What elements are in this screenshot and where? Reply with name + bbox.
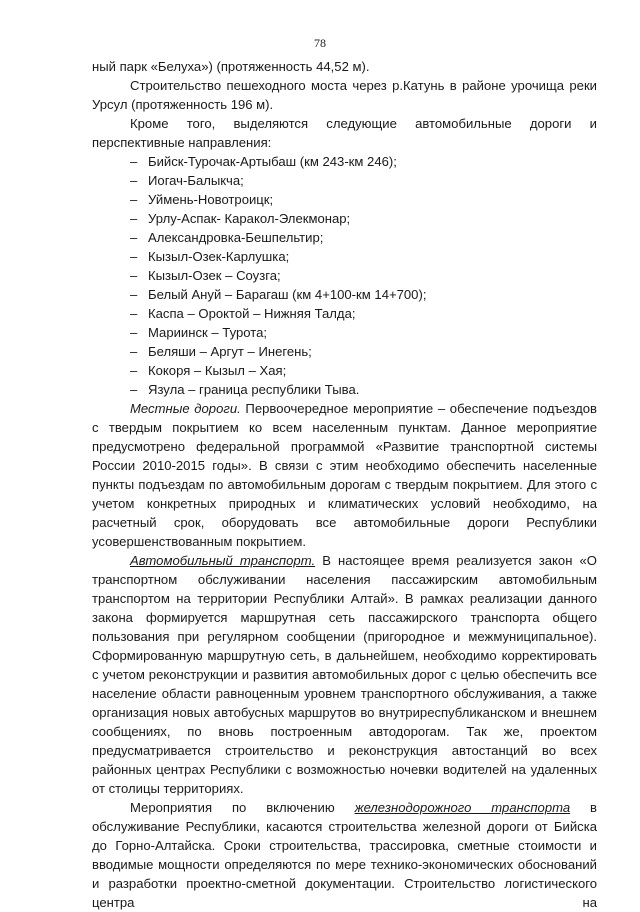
list-dash: – bbox=[130, 287, 138, 302]
list-item-text: Иогач-Балыкча; bbox=[148, 173, 244, 188]
list-item bbox=[130, 266, 597, 285]
list-item bbox=[130, 323, 597, 342]
list-dash: – bbox=[130, 363, 138, 378]
list-dash: – bbox=[130, 306, 138, 321]
continuation-text: ный парк «Белуха») (протяженность 44,52 м). bbox=[92, 59, 370, 74]
roads-list bbox=[92, 152, 597, 399]
list-dash: – bbox=[130, 325, 138, 340]
local-roads-heading: Местные дороги. bbox=[130, 401, 241, 416]
list-item bbox=[130, 171, 597, 190]
local-roads-paragraph bbox=[92, 399, 597, 551]
list-item-text: Александровка-Бешпельтир; bbox=[148, 230, 324, 245]
roads-intro-paragraph: Кроме того, выделяются следующие автомобильные дороги и перспективные направления: bbox=[92, 116, 597, 150]
list-item-text: Кызыл-Озек – Соузга; bbox=[148, 268, 281, 283]
list-dash: – bbox=[130, 173, 138, 188]
list-item-text: Уймень-Новотроицк; bbox=[148, 192, 274, 207]
rail-emphasis: железнодорожного транспорта bbox=[354, 800, 571, 815]
list-item bbox=[130, 247, 597, 266]
list-item-text: Кокоря – Кызыл – Хая; bbox=[148, 363, 287, 378]
auto-transport-paragraph bbox=[92, 551, 597, 798]
list-item-text: Урлу-Аспак- Каракол-Элекмонар; bbox=[148, 211, 351, 226]
list-dash: – bbox=[130, 230, 138, 245]
list-dash: – bbox=[130, 344, 138, 359]
rail-text-after: в обслуживание Республики, касаются строительства железной дороги от Бийска до Горно-Алтайска. Сроки строительства, трассировка, сметные стоимости и вводимые мощности определяются по мере технико-экономических обоснований и разработки проектно-сметной документации. Строительство логистического центра на bbox=[92, 800, 598, 910]
auto-transport-heading: Автомобильный транспорт. bbox=[130, 553, 316, 568]
list-item-text: Мариинск – Турота; bbox=[148, 325, 268, 340]
list-dash: – bbox=[130, 268, 138, 283]
list-item-text: Язула – граница республики Тыва. bbox=[148, 382, 360, 397]
list-item-text: Бийск-Турочак-Артыбаш (км 243-км 246); bbox=[148, 154, 397, 169]
list-item-text: Кызыл-Озек-Карлушка; bbox=[148, 249, 290, 264]
list-dash: – bbox=[130, 382, 138, 397]
auto-transport-text: В настоящее время реализуется закон «О транспортном обслуживании населения пассажирским автомобильным транспортом на территории Республики Алтай». В рамках реализации данного закона формируется маршрутная сеть пассажирского транспорта общего пользования при регулярном сообщении (пригородное и межмуниципальное). Сформированную маршрутную сеть, в дальнейшем, необходимо корректировать с учетом реконструкции и развития автомобильных дорог с целью обеспечить все население области равноценным уровнем транспортного обслуживания, а также организация новых автобусных маршрутов во внутриреспубликанском и внешнем сообщениях, по вновь построенным автодорогам. Так же, проектом предусматривается строительство и реконструкция автостанций во всех районных центрах Республики с возможностью ночевки водителей на удаленных от столицы территориях. bbox=[92, 553, 597, 796]
list-item bbox=[130, 190, 597, 209]
page-body bbox=[92, 57, 597, 912]
list-item-text: Белый Ануй – Барагаш (км 4+100-км 14+700); bbox=[148, 287, 427, 302]
rail-paragraph bbox=[92, 798, 597, 912]
list-dash: – bbox=[130, 249, 138, 264]
list-item bbox=[130, 209, 597, 228]
list-item-text: Беляши – Аргут – Инегень; bbox=[148, 344, 312, 359]
list-item bbox=[130, 361, 597, 380]
list-dash: – bbox=[130, 154, 138, 169]
page-number: 78 bbox=[314, 36, 326, 50]
rail-text-before: Мероприятия по включению bbox=[130, 800, 355, 815]
local-roads-text: Первоочередное мероприятие – обеспечение подъездов с твердым покрытием ко всем населенным пунктам. Данное мероприятие предусмотрено федеральной программой «Развитие транспортной системы России 2010-2015 годы». В связи с этим необходимо обеспечить населенные пункты подъездам по автомобильным дорогам с твердым покрытием. Для этого с учетом конкретных природных и климатических условий необходимо, на расчетный срок, оборудовать все автомобильные дороги Республики усовершенствованным покрытием. bbox=[92, 401, 598, 549]
list-item bbox=[130, 285, 597, 304]
list-item bbox=[130, 228, 597, 247]
list-dash: – bbox=[130, 211, 138, 226]
list-item bbox=[130, 152, 597, 171]
list-item bbox=[130, 342, 597, 361]
bridge-paragraph: Строительство пешеходного моста через р.Катунь в районе урочища реки Урсул (протяженность 196 м). bbox=[92, 78, 597, 112]
list-item bbox=[130, 304, 597, 323]
list-item bbox=[130, 380, 597, 399]
list-dash: – bbox=[130, 192, 138, 207]
list-item-text: Каспа – Ороктой – Нижняя Талда; bbox=[148, 306, 356, 321]
